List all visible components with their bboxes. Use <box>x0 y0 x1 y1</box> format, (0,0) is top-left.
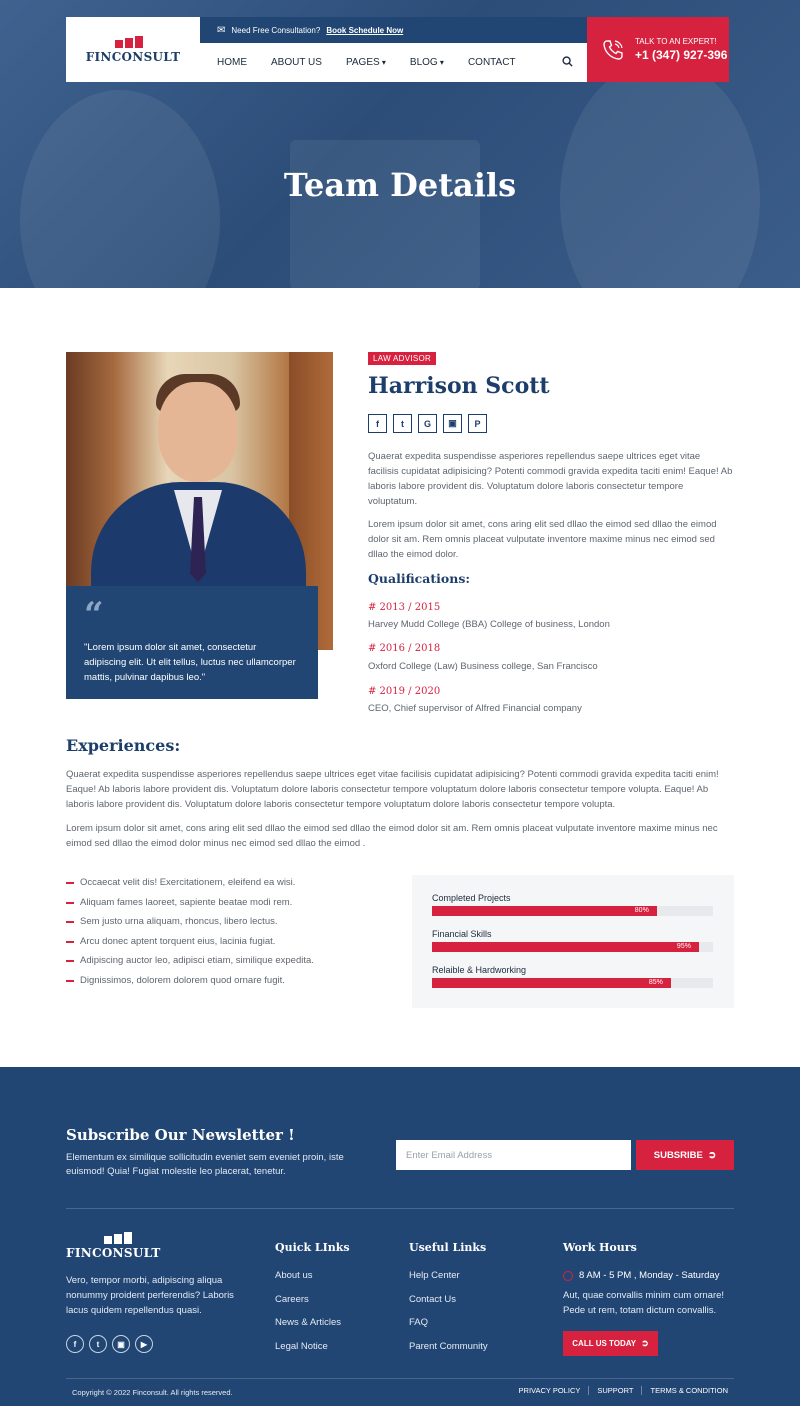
photo-face <box>158 382 238 482</box>
arrow-circle-icon: ➲ <box>641 1338 649 1348</box>
call-us-label: CALL US TODAY <box>572 1339 637 1348</box>
footer-logo[interactable] <box>66 1232 161 1260</box>
member-bio: Quaerat expedita suspendisse asperiores repellendus saepe ultrices eget vitae facilisis cupidatat adipisicing? Potenti commodi gravida expedita taciti enim! Eaque! Ab laboris labore provident dis. Voluptatum dolore laboris consectetur tempore voluptatum. <box>368 451 733 507</box>
qualification-years: # 2016 / 2018 <box>368 643 441 654</box>
main-nav <box>200 43 587 82</box>
pinterest-icon[interactable]: P <box>468 414 487 433</box>
list-item: Occaecat velit dis! Exercitationem, eleifend ea wisi. <box>66 877 295 888</box>
skill-label: Relaible & Hardworking <box>432 965 527 975</box>
skill-label: Financial Skills <box>432 929 492 939</box>
list-item: Adipiscing auctor leo, adipisci etiam, similique expedita. <box>66 955 314 966</box>
footer-divider <box>66 1208 734 1209</box>
qualifications-heading: Qualifications: <box>368 571 470 586</box>
terms-link[interactable]: TERMS & CONDITION <box>650 1386 728 1395</box>
site-logo[interactable] <box>66 17 200 82</box>
site-footer <box>0 1067 800 1406</box>
newsletter-text: Elementum ex similique sollicitudin eveniet sem eveniet proin, iste euismod! Quia! Fugiat molestie leo placerat, tenetur. <box>66 1152 344 1177</box>
nav-contact[interactable]: CONTACT <box>467 57 516 68</box>
list-item: Dignissimos, dolorem dolorem quod ornare fugit. <box>66 975 285 986</box>
footer-link-legal[interactable]: Legal Notice <box>275 1341 328 1352</box>
footer-link-careers[interactable]: Careers <box>275 1294 309 1305</box>
youtube-icon[interactable]: ▶ <box>135 1335 153 1353</box>
book-schedule-link[interactable]: Book Schedule Now <box>326 25 404 35</box>
topbar-text: Need Free Consultation? <box>231 25 321 35</box>
quote-card <box>66 586 318 699</box>
footer-social-links <box>66 1335 158 1353</box>
skill-progress-fill: 85% <box>432 978 671 988</box>
member-social-links <box>368 414 493 433</box>
footer-link-about-us[interactable]: About us <box>275 1270 313 1281</box>
footer-divider <box>66 1378 734 1379</box>
nav-pages[interactable]: PAGES ▾ <box>346 57 386 68</box>
call-us-today-button[interactable] <box>563 1331 658 1356</box>
work-hours-time <box>563 1270 719 1281</box>
footer-link-help-center[interactable]: Help Center <box>409 1270 460 1281</box>
search-icon[interactable] <box>562 56 573 67</box>
footer-link-parent-community[interactable]: Parent Community <box>409 1341 488 1352</box>
list-item: Aliquam fames laoreet, sapiente beatae modi rem. <box>66 897 292 908</box>
qualification-desc: Harvey Mudd College (BBA) College of business, London <box>368 619 610 630</box>
footer-link-faq[interactable]: FAQ <box>409 1317 429 1328</box>
subscribe-button[interactable] <box>636 1140 734 1170</box>
support-link[interactable]: SUPPORT <box>589 1386 642 1395</box>
hero-background-laptop <box>290 140 480 288</box>
experiences-text: Quaerat expedita suspendisse asperiores repellendus saepe ultrices eget vitae facilisis cupidatat adipisicing? Potenti commodi gravida expedita taciti enim! Eaque! Ab laboris labore provident dis. Voluptatum dolore laboris consectetur tempore voluptatum dolore laboris consectetur tempore volupta. Eaque! Ab laboris labore provident dis. Voluptatum dolore laboris consectetur tempore voluptatum dolore laboris consectetur tempore volupta. <box>66 769 719 810</box>
logo-mark-icon <box>113 36 153 48</box>
experiences-heading: Experiences: <box>66 736 181 755</box>
newsletter-title: Subscribe Our Newsletter ! <box>66 1126 295 1144</box>
instagram-icon[interactable]: ▣ <box>443 414 462 433</box>
qualification-years: # 2013 / 2015 <box>368 602 441 613</box>
skill-progress-bar <box>432 978 713 988</box>
subscribe-label: SUBSRIBE <box>653 1149 703 1161</box>
member-name: Harrison Scott <box>368 373 550 399</box>
twitter-icon[interactable]: t <box>393 414 412 433</box>
work-hours-value: 8 AM - 5 PM , Monday - Saturday <box>579 1270 720 1281</box>
copyright-text: Copyright © 2022 Finconsult. All rights reserved. <box>72 1388 233 1397</box>
skill-label: Completed Projects <box>432 893 511 903</box>
quote-icon: “ <box>84 595 104 635</box>
useful-links-heading: Useful Links <box>409 1241 487 1254</box>
email-field[interactable] <box>396 1140 631 1170</box>
experiences-text: Lorem ipsum dolor sit amet, cons aring elit sed dllao the eimod sed dllao the eimod dolor sit am. Rem omnis placeat vulputate inventore maxime minus nec eimod sed dllao the eimod dolor minus nec eimod sed dllao the eimod . <box>66 823 718 849</box>
facebook-icon[interactable]: f <box>368 414 387 433</box>
skill-progress-fill: 80% <box>432 906 657 916</box>
member-bio: Lorem ipsum dolor sit amet, cons aring elit sed dllao the eimod sed dllao the eimod dolor sit am. Rem omnis placeat vulputate inventore maxime minus nec eimod sed dllao the eimod dolor. <box>368 519 717 560</box>
facebook-icon[interactable]: f <box>66 1335 84 1353</box>
chat-icon: ✉ <box>217 24 226 36</box>
privacy-policy-link[interactable]: PRIVACY POLICY <box>511 1386 590 1395</box>
google-icon[interactable]: G <box>418 414 437 433</box>
footer-link-news[interactable]: News & Articles <box>275 1317 341 1328</box>
instagram-icon[interactable]: ▣ <box>112 1335 130 1353</box>
qualification-desc: Oxford College (Law) Business college, San Francisco <box>368 661 598 672</box>
skill-progress-fill: 95% <box>432 942 699 952</box>
talk-to-expert-box[interactable] <box>587 17 729 82</box>
logo-text: FINCONSULT <box>66 1246 161 1260</box>
twitter-icon[interactable]: t <box>89 1335 107 1353</box>
call-label: TALK TO AN EXPERT! <box>635 37 717 46</box>
footer-about-text: Vero, tempor morbi, adipiscing aliqua nonummy proident perferendis? Laboris lacus quidem repellendus quasi. <box>66 1275 234 1316</box>
arrow-circle-icon: ➲ <box>707 1149 717 1161</box>
quote-text: "Lorem ipsum dolor sit amet, consectetur adipiscing elit. Ut elit tellus, luctus nec ullamcorper mattis, pulvinar dapibus leo." <box>84 642 296 683</box>
work-hours-desc: Aut, quae convallis minim cum ornare! Pede ut rem, totam dictum convallis. <box>563 1290 725 1316</box>
phone-icon <box>601 38 625 62</box>
list-item: Sem justo urna aliquam, rhoncus, libero lectus. <box>66 916 278 927</box>
nav-about-us[interactable]: ABOUT US <box>271 57 322 68</box>
skill-progress-bar <box>432 942 713 952</box>
qualification-desc: CEO, Chief supervisor of Alfred Financial company <box>368 703 582 714</box>
skill-progress-bar <box>432 906 713 916</box>
quick-links-heading: Quick LInks <box>275 1241 350 1254</box>
page-title: Team Details <box>283 166 517 204</box>
footer-link-contact-us[interactable]: Contact Us <box>409 1294 456 1305</box>
role-badge: LAW ADVISOR <box>368 352 436 365</box>
logo-mark-icon <box>102 1232 142 1244</box>
call-phone[interactable]: +1 (347) 927-396 <box>635 48 728 62</box>
nav-blog[interactable]: BLOG ▾ <box>410 57 444 68</box>
footer-bottom-links <box>511 1386 728 1395</box>
work-hours-heading: Work Hours <box>563 1241 637 1254</box>
qualification-years: # 2019 / 2020 <box>368 686 441 697</box>
list-item: Arcu donec aptent torquent eius, lacinia fugiat. <box>66 936 275 947</box>
skills-panel <box>412 875 734 1008</box>
header-topbar <box>200 17 587 43</box>
nav-home[interactable]: HOME <box>217 57 247 68</box>
logo-text: FINCONSULT <box>85 49 181 64</box>
clock-icon <box>563 1271 573 1281</box>
